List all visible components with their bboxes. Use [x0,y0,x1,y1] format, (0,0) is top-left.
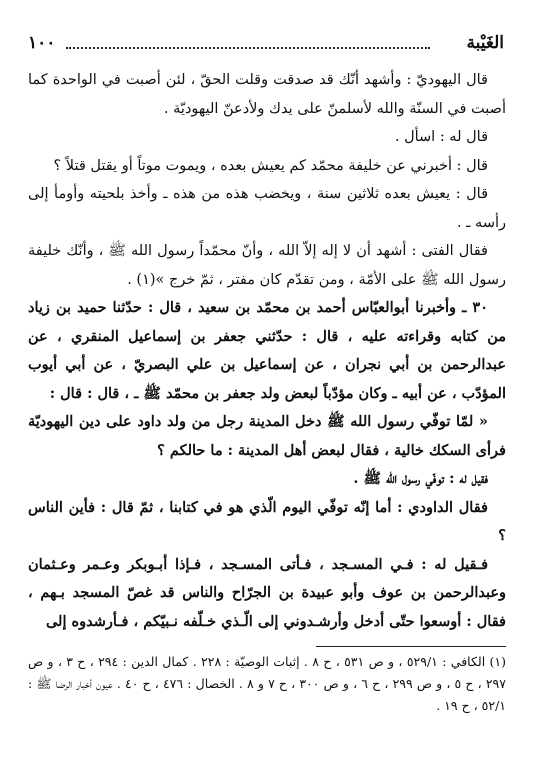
paragraph: « لمّا توفّي رسول الله ﷺ دخل المدينة رجل من ولد داود على دين اليهوديّة فرأى السكك خالية ، فقال لبعض أهل المدينة : ما حالكم ؟ [28,413,506,459]
paragraph: قال اليهوديّ : وأشهد أنّك قد صدقت وقلت الحقّ ، لئن أصبت في الواحدة كما أصبت في السنّة والله لأسلمنّ على يدك ولأدعنّ اليهوديّة . [28,72,506,117]
paragraph: قال : يعيش بعده ثلاثين سنة ، ويخضب هذه من هذه ـ وأخذ بلحيته وأومأ إلى رأسه ـ . [28,186,506,231]
main-text [28,66,506,636]
page-header [28,32,506,56]
paragraph: فـقيل له : فـي المسـجد ، فـأتى المسـجد ، فـإذا أبـوبكر وعـمر وعـثمان وعبدالرحمن بن عوف وأبو عبيدة بن الجرّاح والناس قد غصّ المسجد بـهم ، فقال : أوسعوا حتّى أدخل وأرشـدوني إلى الّـذي خـلّفه نـبيّكم ، فـأرشدوه إلى [28,555,506,630]
running-title: الغَيْبة [466,33,504,53]
paragraph: فقال الداودي : أما إنّه توفّي اليوم الّذي هو في كتابنا ، ثمّ قال : فأين الناس ؟ [28,498,506,544]
paragraph: فقال الفتى : أشهد أن لا إله إلاّ الله ، وأنّ محمّداً رسول الله ﷺ ، وأنّك خليفة رسول الله ﷺ على الأمّة ، ومن تقدّم كان مفتر ، ثمّ خرج »(١) . [28,243,506,288]
footnote: (١) الكافي : ٥٢٩/١ ، و ص ٥٣١ ، ح ٨ . إثبات الوصيّة : ٢٢٨ . كمال الدين : ٢٩٤ ، ح ٣ ، و ص ٢٩٧ ، ح ٥ ، و ص ٢٩٩ ، ح ٦ ، و ص ٣٠٠ ، ح ٧ و ٨ . الخصال : ٤٧٦ ، ح ٤٠ . عيون أخبار الرضا ﷺ : ٥٢/١ ، ح ١٩ . [28,654,507,713]
paragraph: قال له : اسأل . [394,129,488,145]
paragraph: قال : أخبرني عن خليفة محمّد كم يعيش بعده ، ويموت موتاً أو يقتل قتلاً ؟ [53,157,488,174]
header-dotted-leader [66,47,430,49]
book-page [28,32,506,730]
footnote-divider [316,646,506,647]
hadith-isnad-paragraph: ٣٠ ـ وأخبرنا أبوالعبّاس أحمد بن محمّد بن سعيد ، قال : حدّثنا حميد بن زياد من كتابه وقراءته عليه ، قال : حدّثني جعفر بن إسماعيل المنقري ، عن عبدالرحمن بن أبي نجران ، عن إسماعيل بن علي البصريّ ، عن أبي أيوب المؤدّب ، عن أبيه ـ وكان مؤدّباً لبعض ولد جعفر بن محمّد ﷺ ـ ، قال : قال : [28,299,506,402]
page-number: ١٠٠ [28,33,56,53]
paragraph: فقيل له : توفّي رسول الله ﷺ . [353,470,488,487]
